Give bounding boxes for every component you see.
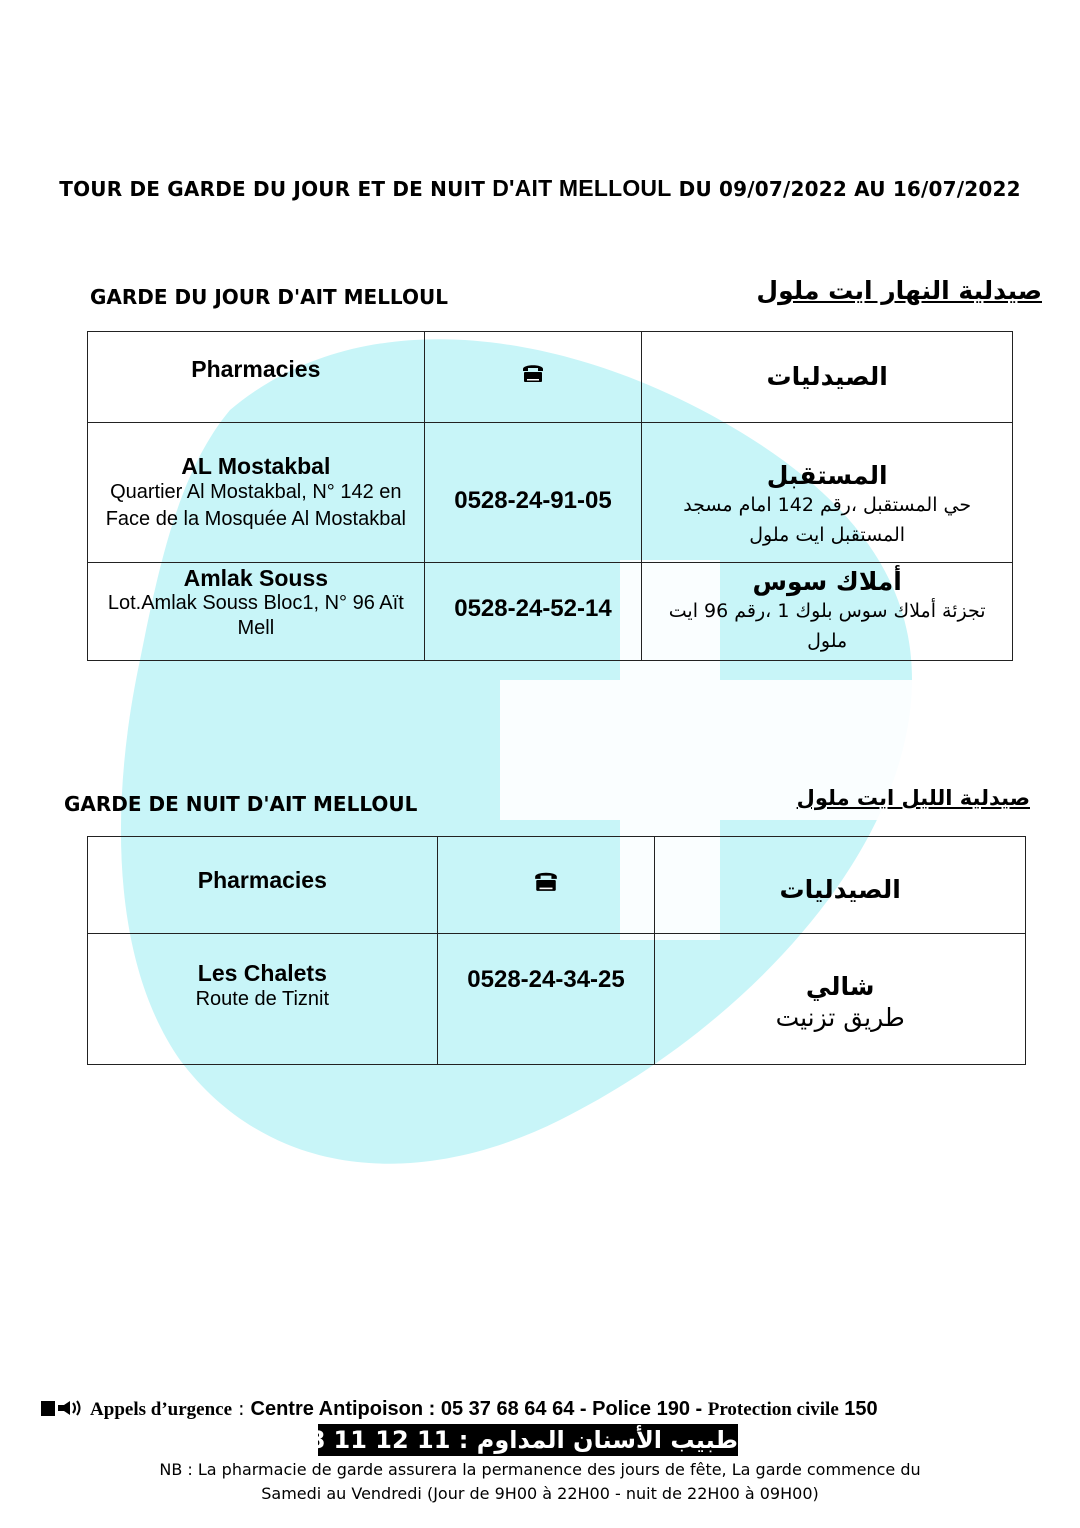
separator-dash: -: [689, 1398, 708, 1420]
pharmacy-address: Route de Tiznit: [195, 988, 330, 1010]
page-title: [0, 175, 1080, 202]
protection-civile-number: 150: [838, 1398, 878, 1420]
day-section-title-fr: GARDE DU JOUR D'AIT MELLOUL: [90, 285, 448, 309]
pharmacy-address-ar: تجزئة أملاك سوس بلوك 1 ،رقم 96 ايت ملول: [668, 600, 986, 652]
day-section-title-ar: صيدلية النهار ايت ملول: [756, 276, 1042, 305]
header-pharmacies: Pharmacies: [191, 356, 321, 382]
pharmacy-address-ar: حي المستقبل ،رقم 142 امام مسجد المستقبل ايت ملول: [683, 494, 972, 546]
table-header-row: [88, 332, 1013, 423]
table-row: [88, 563, 1013, 661]
pharmacy-phone: 0528-24-34-25: [467, 966, 625, 993]
title-part2: DU 09/07/2022 AU 16/07/2022: [671, 177, 1021, 201]
pharmacy-name-ar: المستقبل: [766, 461, 888, 490]
phone-alarm-icon: [40, 1398, 84, 1418]
day-pharmacy-table: [87, 331, 1013, 661]
dentist-on-duty-banner: طبيب الأسنان المداوم : 11 12 11 08 06: [249, 1426, 738, 1454]
pharmacy-phone: 0528-24-91-05: [454, 487, 612, 514]
nb-line-2: Samedi au Vendredi (Jour de 9H00 à 22H00 - nuit de 22H00 à 09H00): [261, 1484, 819, 1503]
night-pharmacy-table: [87, 836, 1026, 1065]
pharmacy-name: Amlak Souss: [183, 565, 329, 591]
telephone-icon: [533, 867, 559, 893]
pharmacy-name-ar: شالي: [805, 972, 875, 1001]
telephone-icon: [521, 360, 545, 384]
pharmacy-name: Les Chalets: [197, 960, 327, 986]
title-city: D'AIT MELLOUL: [492, 175, 672, 201]
header-pharmacies: Pharmacies: [197, 867, 327, 893]
protection-civile-label: Protection civile: [707, 1399, 839, 1420]
title-part1: TOUR DE GARDE DU JOUR ET DE NUIT: [59, 177, 493, 201]
pharmacy-name: AL Mostakbal: [181, 453, 331, 479]
pharmacy-name-ar: أملاك سوس: [752, 567, 902, 596]
table-header-row: [88, 837, 1026, 934]
nb-note: [100, 1458, 980, 1506]
header-pharmacies-ar: الصيدليات: [766, 362, 888, 391]
pharmacy-address-ar: طريق تزنيت: [775, 1003, 905, 1032]
night-section-title-fr: GARDE DE NUIT D'AIT MELLOUL: [64, 792, 418, 816]
emergency-calls-line: [40, 1398, 1050, 1421]
pharmacy-address: Lot.Amlak Souss Bloc1, N° 96 Aït Mell: [107, 592, 404, 639]
table-row: [88, 423, 1013, 563]
header-pharmacies-ar: الصيدليات: [779, 875, 901, 904]
night-section-title-ar: صيدلية الليل ايت ملول: [796, 786, 1030, 810]
urgence-separator: :: [232, 1398, 251, 1420]
table-row: [88, 934, 1026, 1065]
nb-line-1: NB : La pharmacie de garde assurera la permanence des jours de fête, La garde commence du: [159, 1460, 921, 1479]
urgence-label: Appels d’urgence: [90, 1399, 233, 1420]
pharmacy-address: Quartier Al Mostakbal, N° 142 en Face de la Mosquée Al Mostakbal: [105, 481, 406, 530]
antipoison-police-numbers: Centre Antipoison : 05 37 68 64 64 - Police 190: [250, 1398, 690, 1420]
pharmacy-phone: 0528-24-52-14: [454, 595, 612, 622]
